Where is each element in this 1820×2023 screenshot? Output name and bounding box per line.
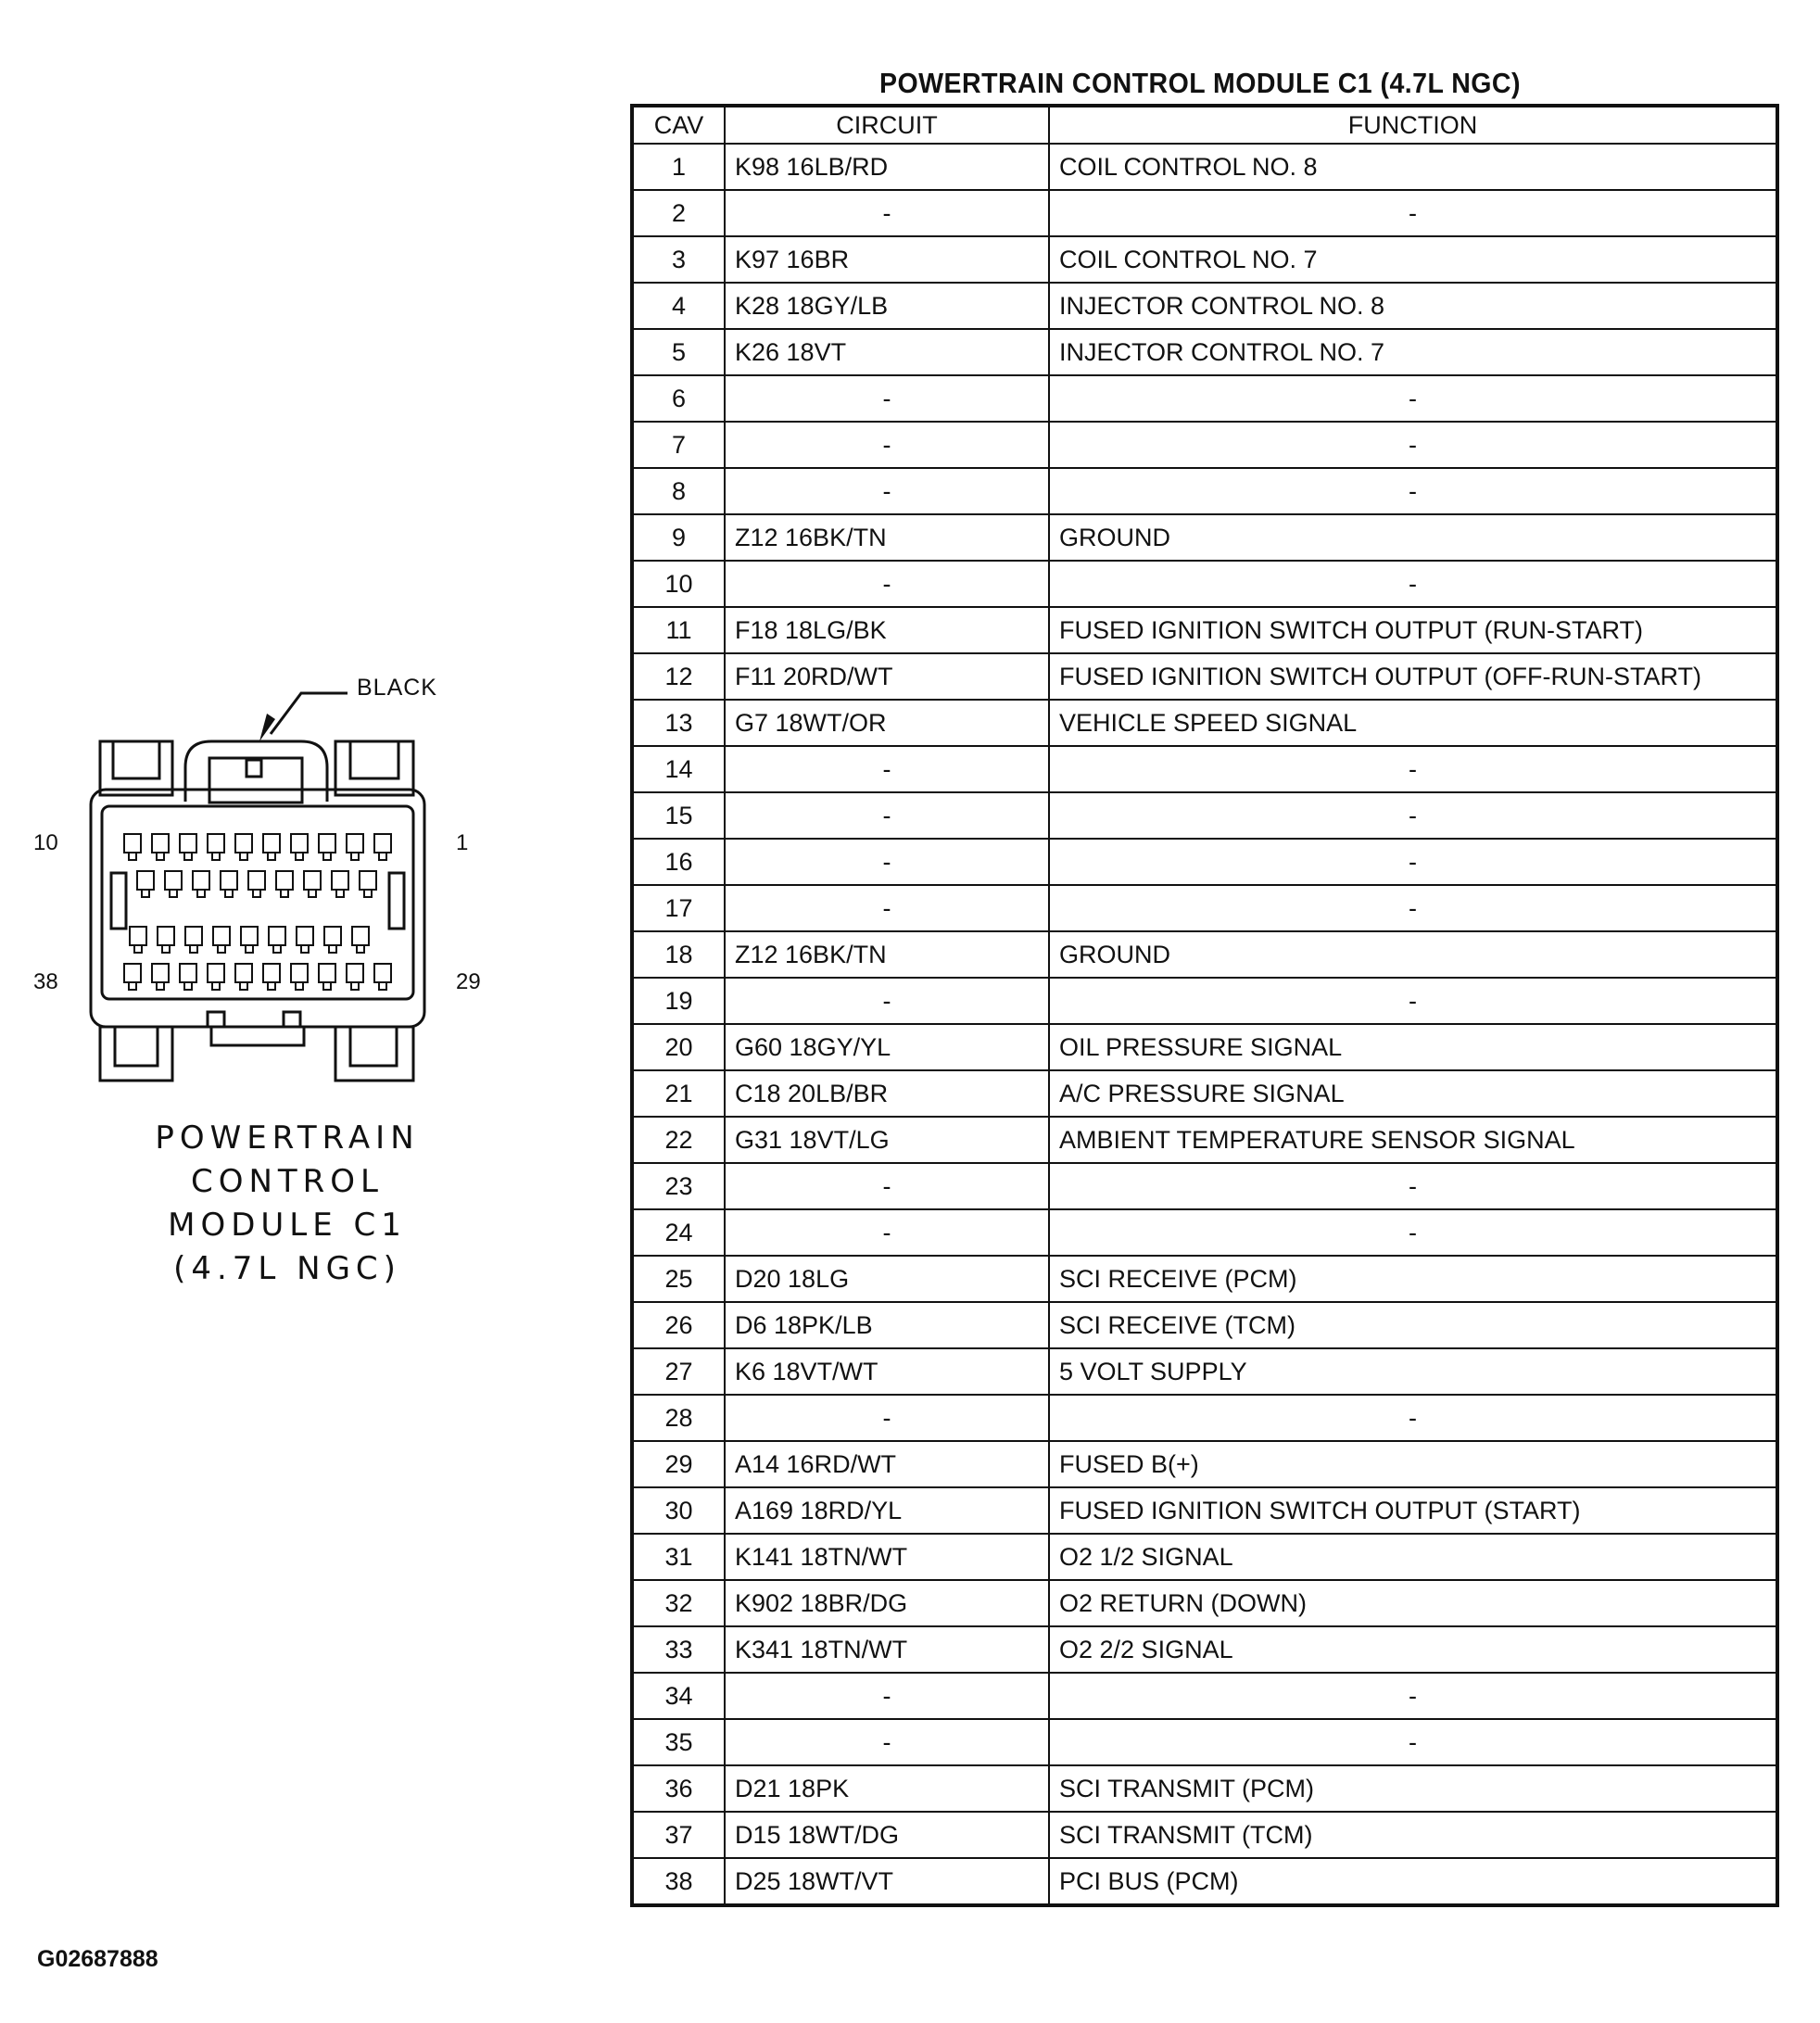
column-header-function: FUNCTION [1049,106,1777,144]
table-row [632,1256,1777,1302]
table-header-row [632,106,1777,144]
cell-circuit: A169 18RD/YL [725,1487,1049,1534]
terminal-cavity [142,890,149,897]
cell-cav: 4 [632,283,725,329]
table-row [632,1812,1777,1858]
cell-cav: 19 [632,978,725,1024]
cell-circuit: - [725,1673,1049,1719]
cell-circuit: - [725,190,1049,236]
terminal-cavity [304,871,321,890]
cell-cav: 17 [632,885,725,931]
cell-circuit: - [725,375,1049,422]
cell-function: - [1049,422,1777,468]
terminal-cavity [152,964,169,982]
table-row [632,792,1777,839]
cell-circuit: - [725,1163,1049,1209]
cell-cav: 27 [632,1348,725,1395]
cell-function: O2 2/2 SIGNAL [1049,1626,1777,1673]
cell-function: SCI TRANSMIT (TCM) [1049,1812,1777,1858]
terminal-cavity [218,945,225,953]
table-row [632,1858,1777,1905]
terminal-cavity [309,890,316,897]
table-row [632,1070,1777,1117]
terminal-cavity [329,945,336,953]
cell-cav: 29 [632,1441,725,1487]
terminal-cavity [221,871,237,890]
table-row [632,839,1777,885]
cell-circuit: K26 18VT [725,329,1049,375]
terminal-cavity [208,964,224,982]
terminal-cavity [379,853,386,860]
table-row [632,1487,1777,1534]
cell-cav: 3 [632,236,725,283]
terminal-cavity [235,964,252,982]
terminal-cavity [193,871,209,890]
terminal-cavity [240,853,247,860]
terminal-cavity [129,853,136,860]
cell-cav: 16 [632,839,725,885]
cell-function: SCI TRANSMIT (PCM) [1049,1765,1777,1812]
cell-cav: 25 [632,1256,725,1302]
terminal-cavity [273,945,281,953]
terminal-cavity [347,834,363,853]
cell-cav: 36 [632,1765,725,1812]
cell-cav: 7 [632,422,725,468]
cell-cav: 8 [632,468,725,514]
cell-circuit: K98 16LB/RD [725,144,1049,190]
terminal-cavity [352,927,369,945]
terminal-cavity [208,834,224,853]
pin-label-top-left: 10 [33,830,58,855]
cell-cav: 18 [632,931,725,978]
terminal-cavity [190,945,197,953]
cell-circuit: - [725,978,1049,1024]
terminal-cavity [364,890,372,897]
terminal-cavity [225,890,233,897]
cell-cav: 6 [632,375,725,422]
pin-label-top-right: 1 [456,830,469,855]
cell-function: - [1049,1395,1777,1441]
cell-cav: 34 [632,1673,725,1719]
table-row [632,978,1777,1024]
table-row [632,329,1777,375]
pin-label-bottom-right: 29 [456,969,481,994]
cell-function: INJECTOR CONTROL NO. 7 [1049,329,1777,375]
terminal-cavity [248,871,265,890]
cell-cav: 22 [632,1117,725,1163]
terminal-cavity [241,927,258,945]
terminal-cavity [291,834,308,853]
cell-function: AMBIENT TEMPERATURE SENSOR SIGNAL [1049,1117,1777,1163]
cell-cav: 38 [632,1858,725,1905]
table-row [632,607,1777,653]
cell-function: COIL CONTROL NO. 7 [1049,236,1777,283]
cell-circuit: F11 20RD/WT [725,653,1049,700]
cell-circuit: D20 18LG [725,1256,1049,1302]
cell-function: A/C PRESSURE SIGNAL [1049,1070,1777,1117]
connector-face-drawing [0,649,519,1094]
table-row [632,885,1777,931]
column-header-circuit: CIRCUIT [725,106,1049,144]
table-row [632,190,1777,236]
table-row [632,1117,1777,1163]
cell-function: GROUND [1049,514,1777,561]
terminal-cavity [197,890,205,897]
connector-caption-line: MODULE C1 [168,1207,407,1244]
table-row [632,561,1777,607]
terminal-cavity [268,853,275,860]
cell-circuit: Z12 16BK/TN [725,514,1049,561]
terminal-cavity [301,945,309,953]
terminal-cavity [319,834,335,853]
table-row [632,283,1777,329]
terminal-cavity [281,890,288,897]
cell-function: FUSED B(+) [1049,1441,1777,1487]
cell-function: - [1049,375,1777,422]
terminal-cavity [130,927,146,945]
cell-circuit: K28 18GY/LB [725,283,1049,329]
table-row [632,1673,1777,1719]
cell-circuit: G7 18WT/OR [725,700,1049,746]
cell-circuit: K97 16BR [725,236,1049,283]
table-row [632,236,1777,283]
table-row [632,700,1777,746]
terminal-cavity [263,834,280,853]
cell-function: - [1049,468,1777,514]
cell-circuit: - [725,468,1049,514]
cell-function: - [1049,792,1777,839]
cell-function: FUSED IGNITION SWITCH OUTPUT (OFF-RUN-START) [1049,653,1777,700]
terminal-cavity [276,871,293,890]
pin-label-bottom-left: 38 [33,969,58,994]
terminal-cavity [157,982,164,990]
pinout-table [630,104,1779,1907]
table-row [632,931,1777,978]
table-row [632,1163,1777,1209]
cell-cav: 12 [632,653,725,700]
terminal-cavity [374,964,391,982]
column-header-cav: CAV [632,106,725,144]
terminal-cavity [374,834,391,853]
cell-function: FUSED IGNITION SWITCH OUTPUT (RUN-START) [1049,607,1777,653]
cell-function: PCI BUS (PCM) [1049,1858,1777,1905]
figure-id: G02687888 [37,1946,158,1972]
cell-function: - [1049,1673,1777,1719]
cell-cav: 15 [632,792,725,839]
cell-cav: 20 [632,1024,725,1070]
cell-function: COIL CONTROL NO. 8 [1049,144,1777,190]
terminal-cavity [158,927,174,945]
cell-circuit: - [725,746,1049,792]
terminal-cavity [323,853,331,860]
terminal-cavity [162,945,170,953]
terminal-cavity [180,834,196,853]
cell-function: GROUND [1049,931,1777,978]
connector-color-callout: BLACK [357,675,437,701]
terminal-cavity [269,927,285,945]
cell-cav: 35 [632,1719,725,1765]
table-row [632,375,1777,422]
terminal-cavity [165,871,182,890]
terminal-cavity [297,927,313,945]
cell-function: - [1049,561,1777,607]
cell-function: O2 1/2 SIGNAL [1049,1534,1777,1580]
cell-cav: 23 [632,1163,725,1209]
terminal-cavity [170,890,177,897]
cell-cav: 37 [632,1812,725,1858]
table-row [632,144,1777,190]
cell-cav: 9 [632,514,725,561]
cell-circuit: - [725,1395,1049,1441]
cell-cav: 32 [632,1580,725,1626]
cell-circuit: K6 18VT/WT [725,1348,1049,1395]
cell-cav: 2 [632,190,725,236]
terminal-cavity [324,927,341,945]
terminal-cavity [124,834,141,853]
cell-cav: 31 [632,1534,725,1580]
terminal-cavity [360,871,376,890]
terminal-cavity [296,982,303,990]
terminal-cavity [351,853,359,860]
terminal-cavity [323,982,331,990]
cell-circuit: Z12 16BK/TN [725,931,1049,978]
cell-function: - [1049,839,1777,885]
terminal-cavity [129,982,136,990]
cell-function: - [1049,1209,1777,1256]
cell-function: O2 RETURN (DOWN) [1049,1580,1777,1626]
terminal-cavity [184,982,192,990]
cell-function: - [1049,1719,1777,1765]
cell-function: - [1049,978,1777,1024]
cell-circuit: D25 18WT/VT [725,1858,1049,1905]
cell-circuit: K902 18BR/DG [725,1580,1049,1626]
terminal-cavity [379,982,386,990]
cell-circuit: A14 16RD/WT [725,1441,1049,1487]
table-row [632,468,1777,514]
cell-circuit: K341 18TN/WT [725,1626,1049,1673]
cell-function: 5 VOLT SUPPLY [1049,1348,1777,1395]
cell-circuit: - [725,1719,1049,1765]
terminal-cavity [213,927,230,945]
cell-circuit: K141 18TN/WT [725,1534,1049,1580]
table-row [632,1348,1777,1395]
table-row [632,1395,1777,1441]
cell-circuit: - [725,1209,1049,1256]
cell-circuit: - [725,839,1049,885]
terminal-cavity [157,853,164,860]
table-row [632,1580,1777,1626]
connector-caption-line: CONTROL [190,1163,385,1200]
cell-function: INJECTOR CONTROL NO. 8 [1049,283,1777,329]
cell-function: FUSED IGNITION SWITCH OUTPUT (START) [1049,1487,1777,1534]
cell-function: - [1049,885,1777,931]
cell-function: - [1049,190,1777,236]
connector-caption [102,1117,473,1291]
terminal-cavity [253,890,260,897]
terminal-cavity [291,964,308,982]
table-row [632,1302,1777,1348]
terminal-cavity [180,964,196,982]
table-row [632,1626,1777,1673]
table-row [632,422,1777,468]
cell-function: OIL PRESSURE SIGNAL [1049,1024,1777,1070]
table-row [632,1719,1777,1765]
cell-circuit: G31 18VT/LG [725,1117,1049,1163]
cell-circuit: G60 18GY/YL [725,1024,1049,1070]
cell-circuit: F18 18LG/BK [725,607,1049,653]
terminal-cavity [212,982,220,990]
terminal-cavity [246,945,253,953]
terminal-cavity [137,871,154,890]
terminal-cavity [235,834,252,853]
table-row [632,1441,1777,1487]
cell-circuit: D15 18WT/DG [725,1812,1049,1858]
cell-cav: 24 [632,1209,725,1256]
cell-circuit: - [725,792,1049,839]
cell-circuit: D6 18PK/LB [725,1302,1049,1348]
cell-function: SCI RECEIVE (TCM) [1049,1302,1777,1348]
terminal-cavity [347,964,363,982]
terminal-cavity [152,834,169,853]
cell-cav: 10 [632,561,725,607]
cell-circuit: - [725,885,1049,931]
terminal-cavity [134,945,142,953]
terminal-cavity [357,945,364,953]
terminal-cavity [185,927,202,945]
connector-caption-line: POWERTRAIN [155,1119,420,1157]
table-title: POWERTRAIN CONTROL MODULE C1 (4.7L NGC) [879,67,1521,99]
cell-circuit: C18 20LB/BR [725,1070,1049,1117]
cell-circuit: - [725,422,1049,468]
terminal-cavity [263,964,280,982]
table-row [632,1209,1777,1256]
connector-caption-line: (4.7L NGC) [173,1250,401,1287]
terminal-cavity [268,982,275,990]
table-row [632,746,1777,792]
cell-cav: 13 [632,700,725,746]
cell-cav: 26 [632,1302,725,1348]
cell-cav: 11 [632,607,725,653]
terminal-cavity [240,982,247,990]
terminal-cavity [351,982,359,990]
terminal-cavity [336,890,344,897]
table-row [632,1024,1777,1070]
terminal-cavity [332,871,348,890]
terminal-cavity [184,853,192,860]
terminal-cavity [212,853,220,860]
cell-circuit: D21 18PK [725,1765,1049,1812]
cell-cav: 5 [632,329,725,375]
cell-cav: 33 [632,1626,725,1673]
cell-cav: 14 [632,746,725,792]
cell-function: SCI RECEIVE (PCM) [1049,1256,1777,1302]
table-row [632,653,1777,700]
cell-circuit: - [725,561,1049,607]
table-row [632,514,1777,561]
cell-cav: 1 [632,144,725,190]
terminal-cavity [296,853,303,860]
terminal-cavity [124,964,141,982]
cell-cav: 21 [632,1070,725,1117]
cell-function: - [1049,746,1777,792]
cell-function: VEHICLE SPEED SIGNAL [1049,700,1777,746]
table-row [632,1534,1777,1580]
table-row [632,1765,1777,1812]
cell-cav: 28 [632,1395,725,1441]
cell-function: - [1049,1163,1777,1209]
terminal-cavity [319,964,335,982]
cell-cav: 30 [632,1487,725,1534]
